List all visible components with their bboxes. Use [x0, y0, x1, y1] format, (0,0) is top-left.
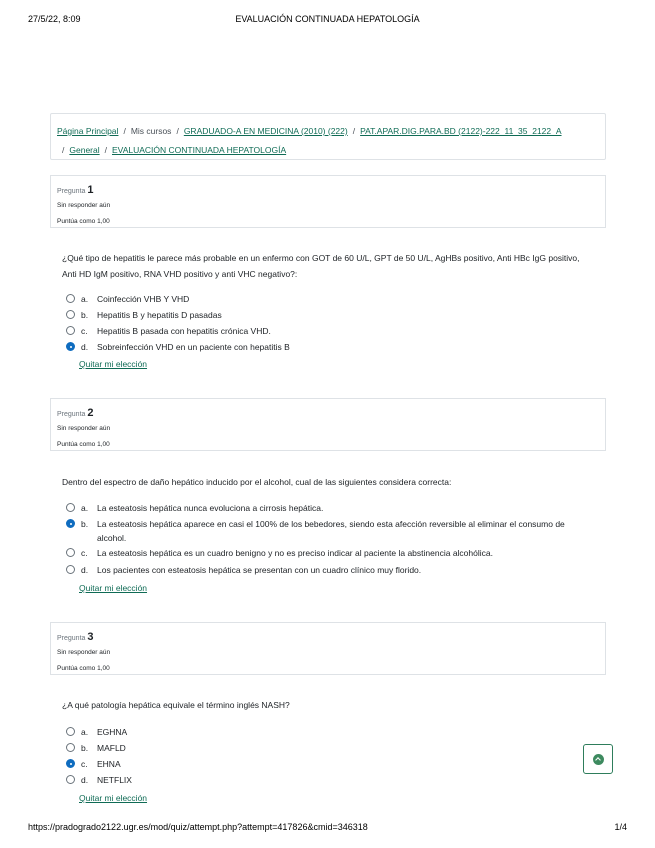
- question-score: Puntúa como 1,00: [57, 218, 110, 225]
- question-text-1: ¿Qué tipo de hepatitis le parece más probable en un enfermo con GOT de 60 U/L, GPT de 50 U/L, AgHBs positivo, Anti HBc IgG positivo, Anti HD IgM positivo, RNA VHD positivo y anti VHC negativo?:: [62, 253, 580, 279]
- print-date: 27/5/22, 8:09: [28, 14, 81, 24]
- radio-button[interactable]: [66, 310, 75, 319]
- breadcrumb: [50, 113, 606, 160]
- option-2d[interactable]: [66, 563, 596, 577]
- option-2b[interactable]: [66, 517, 596, 545]
- option-letter: a.: [81, 294, 89, 304]
- option-text: EGHNA: [97, 727, 128, 737]
- question-status: Sin responder aún: [57, 425, 111, 432]
- breadcrumb-separator: /: [352, 126, 356, 136]
- radio-button[interactable]: [66, 775, 75, 784]
- breadcrumb-separator: /: [62, 145, 65, 155]
- option-letter: c.: [81, 326, 88, 336]
- breadcrumb-separator: /: [104, 145, 107, 155]
- option-text: Sobreinfección VHD en un paciente con hepatitis B: [97, 342, 290, 352]
- option-letter: d.: [81, 775, 89, 785]
- option-3b[interactable]: [66, 741, 596, 755]
- option-letter: a.: [81, 727, 89, 737]
- print-url: https://pradogrado2122.ugr.es/mod/quiz/attempt.php?attempt=417826&cmid=346318: [28, 822, 368, 832]
- question-info-2: [50, 398, 606, 451]
- option-letter: d.: [81, 565, 89, 575]
- option-text: La esteatosis hepática es un cuadro benigno y no es preciso indicar al paciente la abstinencia alcohólica.: [97, 548, 493, 558]
- breadcrumb-home-link[interactable]: Página Principal: [57, 126, 119, 136]
- print-footer: [28, 822, 627, 836]
- breadcrumb-course-link[interactable]: PAT.APAR.DIG.PARA.BD (2122)-222_11_35_2122_A: [360, 126, 562, 136]
- clear-choice-link-1[interactable]: Quitar mi elección: [79, 359, 148, 369]
- question-number: 2: [87, 407, 94, 419]
- breadcrumb-my-courses: Mis cursos: [130, 126, 172, 136]
- print-header: [28, 14, 627, 28]
- option-2c[interactable]: [66, 546, 596, 560]
- option-text: NETFLIX: [97, 775, 132, 785]
- option-letter: b.: [81, 519, 89, 529]
- radio-button[interactable]: [66, 326, 75, 335]
- question-number: 1: [87, 184, 94, 196]
- question-info-1: [50, 175, 606, 228]
- option-1c[interactable]: [66, 324, 596, 338]
- breadcrumb-degree-link[interactable]: GRADUADO-A EN MEDICINA (2010) (222): [183, 126, 348, 136]
- question-text-2: Dentro del espectro de daño hepático inducido por el alcohol, cual de las siguientes considera correcta:: [62, 477, 452, 487]
- option-letter: c.: [81, 548, 88, 558]
- clear-choice-link-3[interactable]: Quitar mi elección: [79, 793, 148, 803]
- back-to-top-button[interactable]: [583, 744, 613, 774]
- option-1a[interactable]: [66, 292, 596, 306]
- question-text-3: ¿A qué patología hepática equivale el término inglés NASH?: [62, 700, 290, 710]
- radio-button[interactable]: [66, 503, 75, 512]
- radio-button[interactable]: [66, 548, 75, 557]
- option-text: Coinfección VHB Y VHD: [97, 294, 190, 304]
- question-score: Puntúa como 1,00: [57, 665, 110, 672]
- breadcrumb-separator: /: [123, 126, 126, 136]
- option-text: Hepatitis B y hepatitis D pasadas: [97, 310, 222, 320]
- question-label: Pregunta: [57, 411, 86, 418]
- question-label: Pregunta: [57, 635, 86, 642]
- option-text: La esteatosis hepática nunca evoluciona a cirrosis hepática.: [97, 503, 324, 513]
- option-text: La esteatosis hepática aparece en casi el 100% de los bebedores, siendo esta afección reversible al eliminar el consumo de alcohol.: [97, 519, 565, 543]
- radio-button-selected[interactable]: [66, 519, 75, 528]
- option-text: MAFLD: [97, 743, 126, 753]
- question-status: Sin responder aún: [57, 202, 111, 209]
- question-score: Puntúa como 1,00: [57, 441, 110, 448]
- question-status: Sin responder aún: [57, 649, 111, 656]
- breadcrumb-section-link[interactable]: General: [69, 145, 100, 155]
- breadcrumb-separator: /: [176, 126, 179, 136]
- radio-button[interactable]: [66, 727, 75, 736]
- option-3d[interactable]: [66, 773, 596, 787]
- chevron-up-icon: [593, 754, 604, 765]
- radio-button[interactable]: [66, 565, 75, 574]
- print-page-number: 1/4: [614, 822, 627, 832]
- option-letter: b.: [81, 310, 89, 320]
- breadcrumb-quiz-link[interactable]: EVALUACIÓN CONTINUADA HEPATOLOGÍA: [112, 145, 287, 155]
- clear-choice-link-2[interactable]: Quitar mi elección: [79, 583, 148, 593]
- option-1b[interactable]: [66, 308, 596, 322]
- question-number: 3: [87, 631, 94, 643]
- question-info-3: [50, 622, 606, 675]
- option-3a[interactable]: [66, 725, 596, 739]
- option-3c[interactable]: [66, 757, 596, 771]
- option-2a[interactable]: [66, 501, 596, 515]
- option-letter: d.: [81, 342, 89, 352]
- radio-button-selected[interactable]: [66, 759, 75, 768]
- option-letter: c.: [81, 759, 88, 769]
- option-text: Hepatitis B pasada con hepatitis crónica VHD.: [97, 326, 271, 336]
- print-title: EVALUACIÓN CONTINUADA HEPATOLOGÍA: [235, 14, 420, 24]
- radio-button[interactable]: [66, 743, 75, 752]
- question-label: Pregunta: [57, 188, 86, 195]
- option-letter: b.: [81, 743, 89, 753]
- radio-button[interactable]: [66, 294, 75, 303]
- option-text: Los pacientes con esteatosis hepática se presentan con un cuadro clínico muy florido.: [97, 565, 422, 575]
- option-text: EHNA: [97, 759, 121, 769]
- option-letter: a.: [81, 503, 89, 513]
- option-1d[interactable]: [66, 340, 596, 354]
- radio-button-selected[interactable]: [66, 342, 75, 351]
